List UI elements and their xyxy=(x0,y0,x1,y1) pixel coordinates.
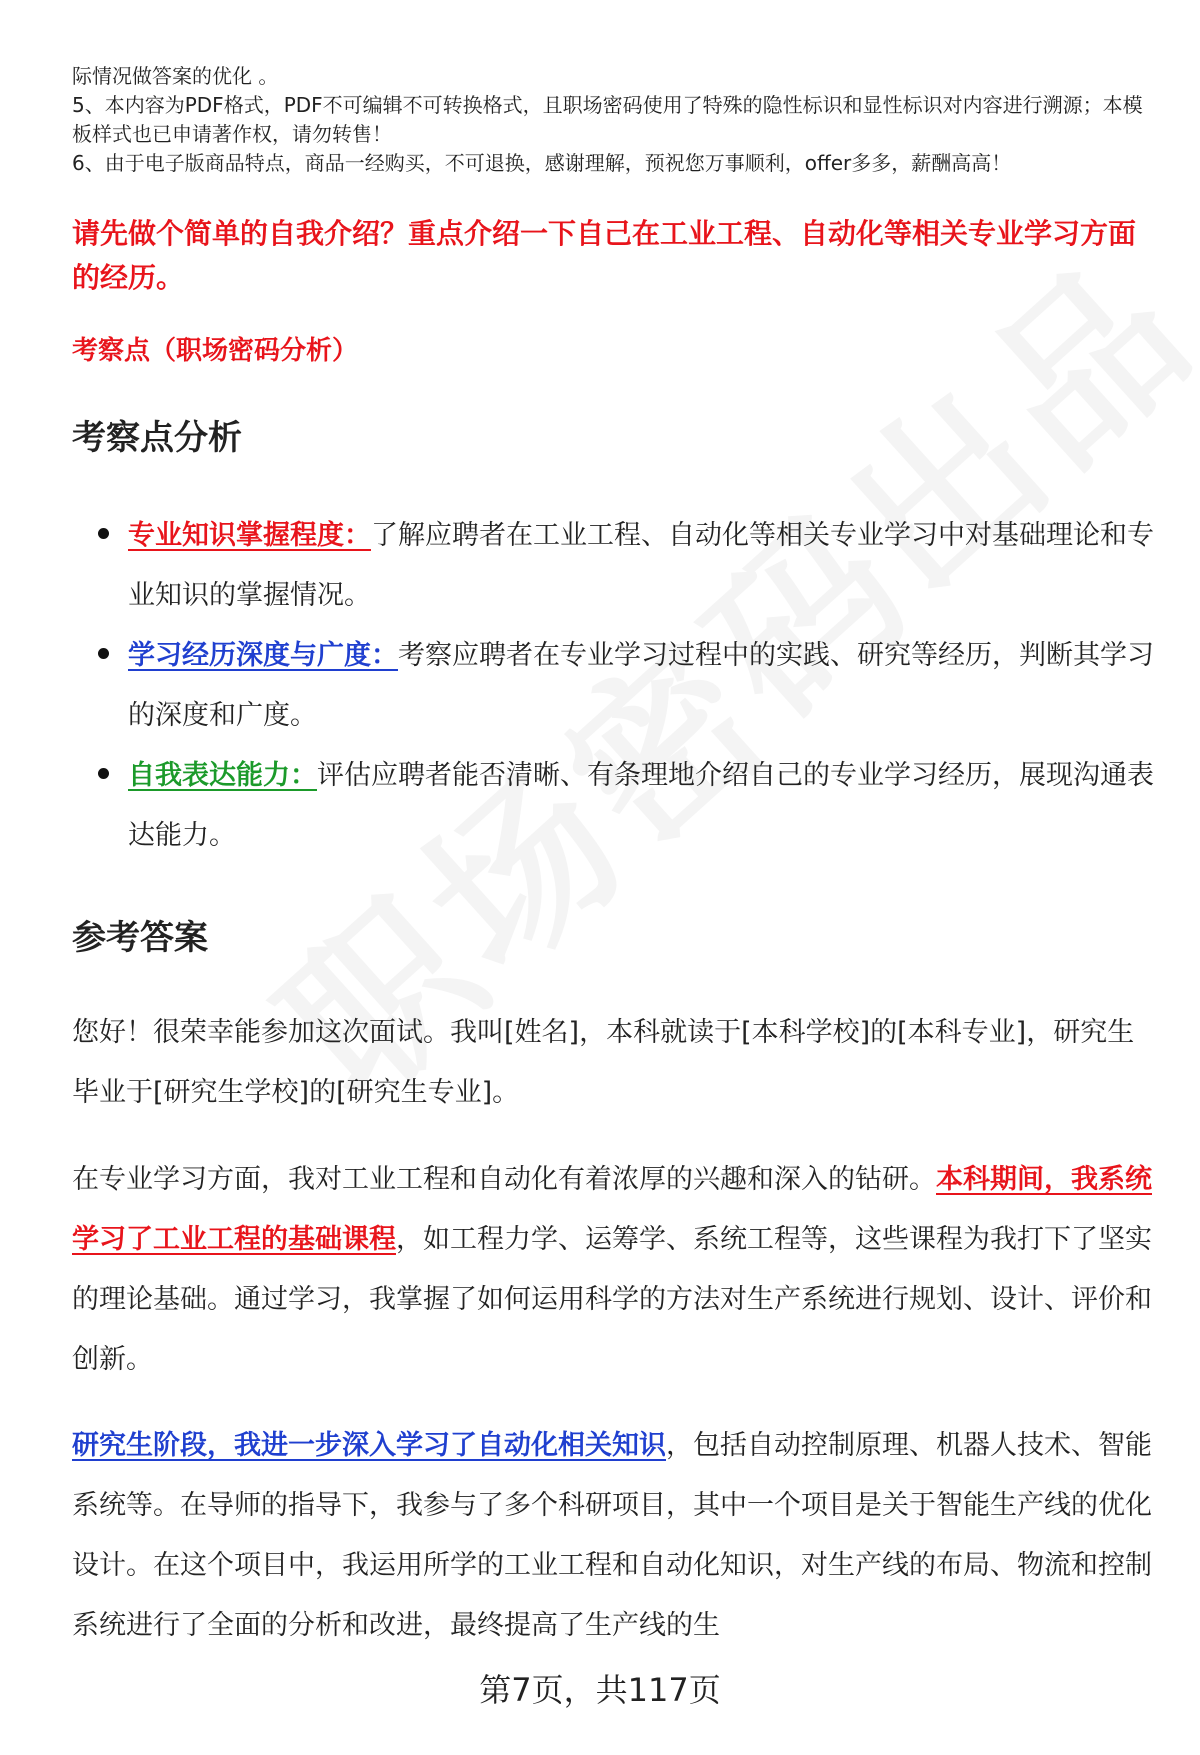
answer-text: ，如工程力学、运筹学、系统工程等，这些课程为我打下了坚实的理论基础。通过学习，我掌握了如何运用科学的方法对生产系统进行规划、设计、评价和创新。 xyxy=(72,1224,1152,1375)
note-line: 6、由于电子版商品特点，商品一经购买，不可退换，感谢理解，预祝您万事顺利，offer多多，薪酬高高！ xyxy=(72,151,1012,175)
analysis-key: 自我表达能力： xyxy=(128,760,317,791)
notes-block xyxy=(72,62,1152,178)
bullet-icon xyxy=(98,768,109,779)
list-item xyxy=(72,746,1157,866)
analysis-key: 专业知识掌握程度： xyxy=(128,520,371,551)
answer-text: ，包括自动控制原理、机器人技术、智能系统等。在导师的指导下，我参与了多个科研项目，其中一个项目是关于智能生产线的优化设计。在这个项目中，我运用所学的工业工程和自动化知识，对生产线的布局、物流和控制系统进行了全面的分析和改进，最终提高了生产线的生 xyxy=(72,1430,1152,1641)
answer-text: 在专业学习方面，我对工业工程和自动化有着浓厚的兴趣和深入的钻研。 xyxy=(72,1164,936,1195)
analysis-text: 考察应聘者在专业学习过程中的实践、研究等经历，判断其学习的深度和广度。 xyxy=(128,640,1154,731)
analysis-heading: 考察点分析 xyxy=(72,418,242,458)
list-item xyxy=(72,626,1157,746)
answer-paragraph xyxy=(72,1416,1157,1656)
answer-highlight: 本科期间，我系统学习了工业工程的基础课程 xyxy=(72,1164,1152,1255)
question-title: 请先做个简单的自我介绍？重点介绍一下自己在工业工程、自动化等相关专业学习方面的经历。 xyxy=(72,217,1137,294)
bullet-icon xyxy=(98,648,109,659)
analysis-text: 了解应聘者在工业工程、自动化等相关专业学习中对基础理论和专业知识的掌握情况。 xyxy=(128,520,1154,611)
analysis-list xyxy=(72,506,1157,866)
answer-paragraph xyxy=(72,1150,1157,1390)
answer-heading: 参考答案 xyxy=(72,918,208,958)
bullet-icon xyxy=(98,528,109,539)
analysis-key: 学习经历深度与广度： xyxy=(128,640,398,671)
exam-point-label: 考察点（职场密码分析） xyxy=(72,336,359,366)
list-item xyxy=(72,506,1157,626)
answer-highlight: 研究生阶段，我进一步深入学习了自动化相关知识 xyxy=(72,1430,666,1461)
note-line: 际情况做答案的优化 。 xyxy=(72,64,279,88)
note-line: 5、本内容为PDF格式，PDF不可编辑不可转换格式，且职场密码使用了特殊的隐性标识和显性标识对内容进行溯源；本模板样式也已申请著作权，请勿转售！ xyxy=(72,93,1143,146)
analysis-text: 评估应聘者能否清晰、有条理地介绍自己的专业学习经历，展现沟通表达能力。 xyxy=(128,760,1154,851)
page-number: 第7页，共117页 xyxy=(479,1671,721,1709)
answer-paragraph: 您好！很荣幸能参加这次面试。我叫[姓名]，本科就读于[本科学校]的[本科专业]，研究生毕业于[研究生学校]的[研究生专业]。 xyxy=(72,1017,1135,1108)
